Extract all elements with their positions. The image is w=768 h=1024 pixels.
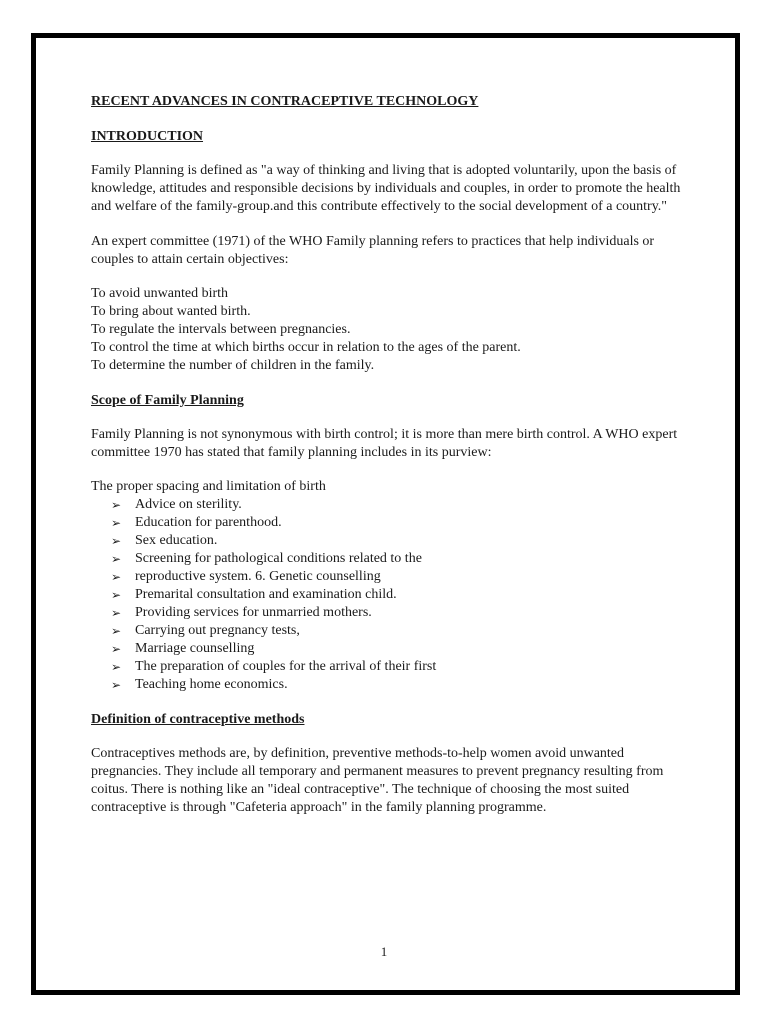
list-item (91, 586, 681, 604)
objective-item: To determine the number of children in the family. (91, 358, 375, 373)
document-body (91, 93, 681, 817)
arrow-bullet-icon: ➢ (111, 498, 122, 512)
introduction-heading: INTRODUCTION (91, 129, 204, 144)
list-item-text: Carrying out pregnancy tests, (135, 623, 300, 638)
introduction-paragraph: Family Planning is defined as "a way of thinking and living that is adopted voluntarily, upon the basis of knowledge, attitudes and responsible decisions by individuals and couples, in order to promote the health and welfare of the family-group.and this contribute effectively to the social development of a country." (91, 163, 681, 214)
list-item-text: The preparation of couples for the arrival of their first (135, 659, 437, 674)
list-item (91, 676, 681, 694)
list-item-text: Providing services for unmarried mothers. (135, 605, 372, 620)
list-item-text: Teaching home economics. (135, 677, 288, 692)
arrow-bullet-icon: ➢ (111, 642, 122, 656)
list-item (91, 658, 681, 676)
scope-heading: Scope of Family Planning (91, 393, 244, 408)
list-item (91, 640, 681, 658)
list-item (91, 496, 681, 514)
arrow-bullet-icon: ➢ (111, 552, 122, 566)
objectives-list (91, 285, 681, 375)
arrow-bullet-icon: ➢ (111, 516, 122, 530)
definition-paragraph: Contraceptives methods are, by definition, preventive methods-to-help women avoid unwanted pregnancies. They include all temporary and permanent measures to prevent pregnancy resulting from coitus. There is nothing like an "ideal contraceptive". The technique of choosing the most suited contraceptive is through "Cafeteria approach" in the family planning programme. (91, 746, 664, 815)
list-item (91, 550, 681, 568)
objective-item: To control the time at which births occur in relation to the ages of the parent. (91, 340, 521, 355)
page-number: 1 (380, 944, 388, 959)
arrow-bullet-icon: ➢ (111, 678, 122, 692)
arrow-bullet-icon: ➢ (111, 534, 122, 548)
arrow-bullet-icon: ➢ (111, 570, 122, 584)
list-item (91, 604, 681, 622)
list-item-text: Marriage counselling (135, 641, 255, 656)
list-item (91, 622, 681, 640)
document-title: RECENT ADVANCES IN CONTRACEPTIVE TECHNOLOGY (91, 94, 479, 109)
objective-item: To regulate the intervals between pregnancies. (91, 322, 351, 337)
definition-heading: Definition of contraceptive methods (91, 712, 305, 727)
list-item-text: Sex education. (135, 533, 218, 548)
scope-paragraph: Family Planning is not synonymous with birth control; it is more than mere birth control. A WHO expert committee 1970 has stated that family planning includes in its purview: (91, 427, 678, 460)
objective-item: To bring about wanted birth. (91, 304, 251, 319)
arrow-bullet-icon: ➢ (111, 606, 122, 620)
arrow-bullet-icon: ➢ (111, 660, 122, 674)
scope-bullet-list (91, 496, 681, 694)
list-item (91, 514, 681, 532)
list-item-text: Screening for pathological conditions related to the (135, 551, 422, 566)
list-item-text: Advice on sterility. (135, 497, 242, 512)
arrow-bullet-icon: ➢ (111, 588, 122, 602)
list-item-text: reproductive system. 6. Genetic counselling (135, 569, 381, 584)
arrow-bullet-icon: ➢ (111, 624, 122, 638)
list-item-text: Premarital consultation and examination child. (135, 587, 397, 602)
who-committee-paragraph: An expert committee (1971) of the WHO Family planning refers to practices that help individuals or couples to attain certain objectives: (91, 234, 655, 267)
list-item (91, 532, 681, 550)
scope-lead: The proper spacing and limitation of birth (91, 479, 326, 494)
list-item-text: Education for parenthood. (135, 515, 282, 530)
list-item (91, 568, 681, 586)
objective-item: To avoid unwanted birth (91, 286, 229, 301)
